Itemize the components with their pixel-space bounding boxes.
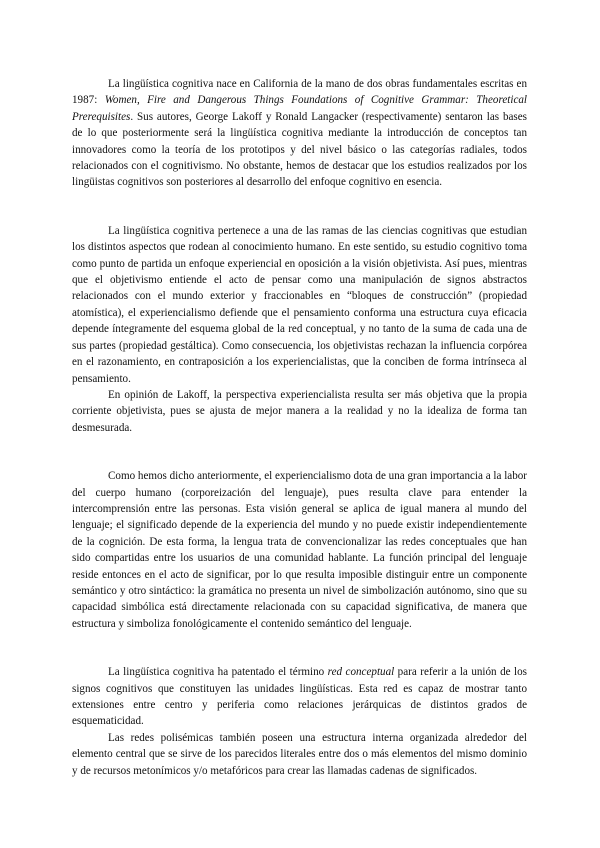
paragraph-conceptual-network <box>72 664 527 730</box>
paragraph-origins-text-b: . Sus autores, George Lakoff y Ronald Langacker (respectivamente) sentaron las bases de lo que posteriormente será la lingüística cognitiva mediante la introducción de conceptos tan innovadores como la teoría de los prototipos y del nivel básico o las categorías radiales, todos relacionados con el cognitivismo. No obstante, hemos de destacar que los estudios realizados por los lingüistas cognitivos son posteriores al desarrollo del enfoque cognitivo en esencia. <box>72 110 527 189</box>
paragraph-experientialism: La lingüística cognitiva pertenece a una de las ramas de las ciencias cognitivas que estudian los distintos aspectos que rodean al conocimiento humano. En este sentido, su estudio cognitivo toma como punto de partida un enfoque experiencial en oposición a la visión objetivista. Así pues, mientras que el objetivismo entiende el acto de pensar como una manipulación de signos abstractos relacionados con el mundo exterior y fraccionables en “bloques de construcción” (propiedad atomística), el experiencialismo defiende que el pensamiento conforma una estructura cuya eficacia depende íntegramente del esquema global de la red conceptual, y no tanto de la suma de cada una de sus partes (propiedad gestáltica). Como consecuencia, los objetivistas rechazan la influencia corpórea en el razonamiento, en contraposición a los experiencialistas, que la conciben de forma intrínseca al pensamiento. <box>72 224 527 385</box>
paragraph-origins <box>72 76 527 191</box>
paragraph-polysemic-networks: Las redes polisémicas también poseen una estructura interna organizada alrededor del elemento central que se sirve de los parecidos literales entre dos o más elementos del mismo dominio y de recursos metonímicos y/o metafóricos para crear las llamadas cadenas de significados. <box>72 731 527 777</box>
paragraph-spacer <box>72 436 527 468</box>
term-red-conceptual: red conceptual <box>327 666 395 679</box>
paragraph-lakoff-opinion: En opinión de Lakoff, la perspectiva experiencialista resulta ser más objetiva que la propia corriente objetivista, pues se ajusta de mejor manera a la realidad y no la idealiza de forma tan desmesurada. <box>72 388 527 434</box>
paragraph-spacer <box>72 632 527 664</box>
document-page <box>72 76 527 779</box>
paragraph-origins-text-a: La lingüística cognitiva nace en California de la mano de dos obras fundamentales escritas en 1987: <box>72 78 527 107</box>
paragraph-embodiment: Como hemos dicho anteriormente, el experiencialismo dota de una gran importancia a la labor del cuerpo humano (corporeización del lenguaje), pues resulta clave para entender la intercomprensión entre las personas. Esta visión general se aplica de igual manera al mundo del lenguaje; el significado depende de la experiencia del mundo y no puede existir independientemente de la cognición. De esta forma, la lengua trata de convencionalizar las redes conceptuales que han sido compartidas entre los usuarios de una comunidad hablante. La función principal del lenguaje reside entonces en el acto de significar, por lo que resulta imposible distinguir entre un componente semántico y otro sintáctico: la gramática no presenta un nivel de simbolización autónomo, sino que su capacidad simbólica está directamente relacionada con su capacidad significativa, de manera que estructura y simboliza fonológicamente el contenido semántico del lenguaje. <box>72 470 527 630</box>
paragraph-network-text-b: para referir a la unión de los signos cognitivos que constituyen las unidades lingüísticas. Esta red es capaz de mostrar tanto extensiones entre centro y periferia como relaciones jerárquicas de distintos grados de esquematicidad. <box>72 666 527 728</box>
book-titles: Women, Fire and Dangerous Things Foundations of Cognitive Grammar: Theoretical Prerequisites <box>72 94 527 123</box>
paragraph-network-text-a: La lingüística cognitiva ha patentado el término <box>108 666 328 679</box>
paragraph-spacer <box>72 191 527 223</box>
